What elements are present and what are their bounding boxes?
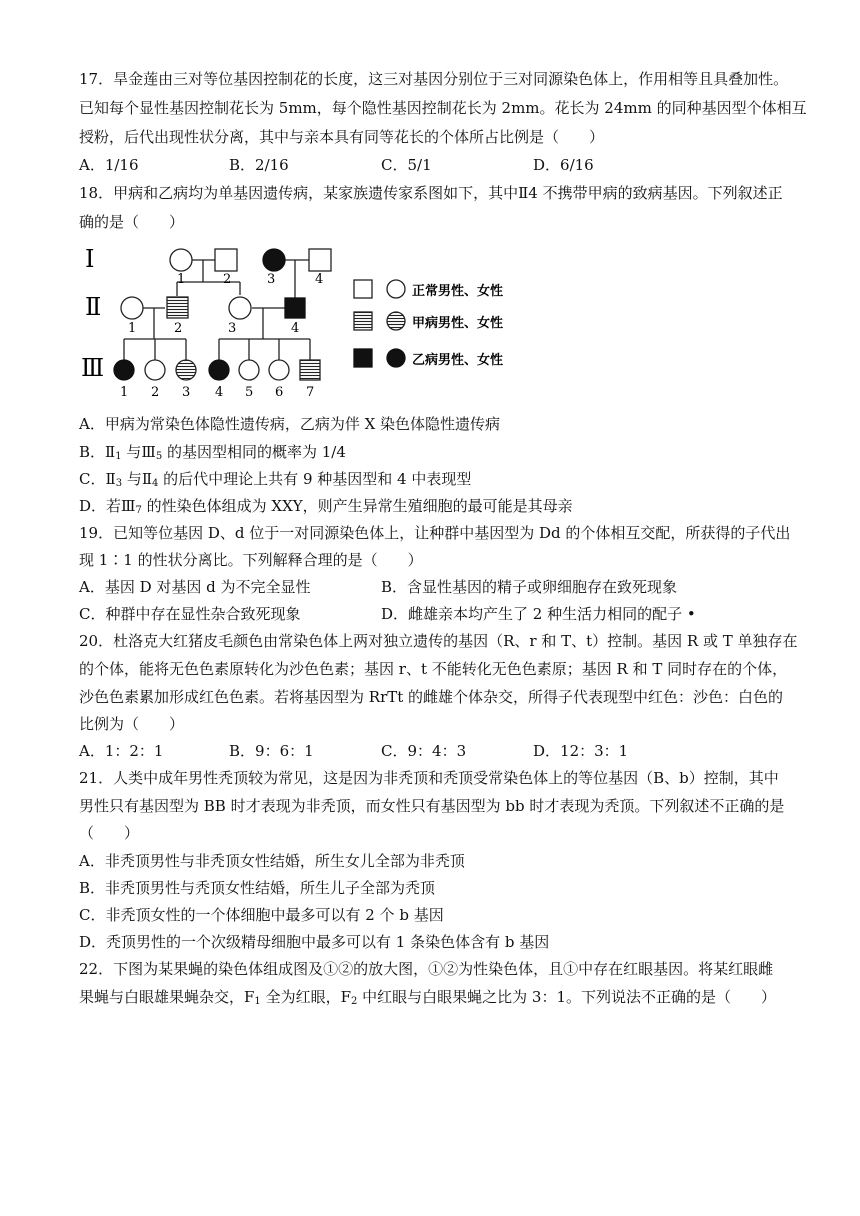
q17-option-b[interactable]: B．2/16 xyxy=(229,156,289,174)
label-II-1: 1 xyxy=(128,321,137,336)
individual-II-2 xyxy=(167,297,188,318)
label-III-2: 2 xyxy=(151,385,160,400)
q21-option-d[interactable]: D．秃顶男性的一个次级精母细胞中最多可以有 1 条染色体含有 b 基因 xyxy=(79,933,550,951)
q17-option-a[interactable]: A．1/16 xyxy=(79,156,139,174)
individual-II-1 xyxy=(121,297,143,319)
individual-III-1 xyxy=(114,360,134,380)
q22-stem-line1: 22．下图为某果蝇的染色体组成图及①②的放大图，①②为性染色体，且①中存在红眼基因。将某红眼雌 xyxy=(79,960,774,978)
q20-stem-line1: 20．杜洛克大红猪皮毛颜色由常染色体上两对独立遗传的基因（R、r 和 T、t）控制。基因 R 或 T 单独存在 xyxy=(79,632,798,650)
q21-option-c[interactable]: C．非秃顶女性的一个体细胞中最多可以有 2 个 b 基因 xyxy=(79,906,444,924)
q17-option-c[interactable]: C．5/1 xyxy=(381,156,432,174)
legend-disease-a-male-icon xyxy=(354,312,372,330)
q17-stem-line1: 17．旱金莲由三对等位基因控制花的长度，这三对基因分别位于三对同源染色体上，作用相等且具叠加性。 xyxy=(79,70,789,88)
individual-III-3 xyxy=(176,360,196,380)
label-I-3: 3 xyxy=(267,272,276,287)
q22-stem-line2: 果蝇与白眼雄果蝇杂交，$F_1$ 全为红眼，$F_2$ 中红眼与白眼果蝇之比为 3：1。下列说法不正确的是（ ） xyxy=(79,988,776,1007)
q18-stem-line2: 确的是（ ） xyxy=(79,213,185,231)
q20-stem-line3: 沙色色素累加形成红色色素。若将基因型为 RrTt 的雌雄个体杂交，所得子代表现型中红色：沙色：白色的 xyxy=(79,688,784,706)
legend-disease-a-label: 甲病男性、女性 xyxy=(412,316,504,331)
legend-normal-female-icon xyxy=(387,280,405,298)
q19-option-d[interactable]: D．雌雄亲本均产生了 2 种生活力相同的配子 • xyxy=(381,605,696,623)
q20-option-c[interactable]: C．9：4：3 xyxy=(381,742,467,760)
label-III-1: 1 xyxy=(120,385,129,400)
label-II-3: 3 xyxy=(228,321,237,336)
label-I-2: 2 xyxy=(223,272,232,287)
label-III-3: 3 xyxy=(182,385,191,400)
q18-option-a[interactable]: A．甲病为常染色体隐性遗传病，乙病为伴 X 染色体隐性遗传病 xyxy=(79,415,501,433)
individual-III-2 xyxy=(145,360,165,380)
legend-disease-b-label: 乙病男性、女性 xyxy=(412,353,504,368)
q19-stem-line2: 现 1∶1 的性状分离比。下列解释合理的是（ ） xyxy=(79,551,423,569)
q21-option-b[interactable]: B．非秃顶男性与秃顶女性结婚，所生儿子全部为秃顶 xyxy=(79,879,436,897)
generation-label-1: Ⅰ xyxy=(85,245,95,273)
legend-disease-a-female-icon xyxy=(387,312,405,330)
generation-label-2: Ⅱ xyxy=(85,293,102,321)
individual-I-1 xyxy=(170,249,192,271)
label-III-4: 4 xyxy=(215,385,224,400)
label-III-5: 5 xyxy=(245,385,254,400)
generation-label-3: Ⅲ xyxy=(81,354,105,382)
individual-III-7 xyxy=(300,360,320,380)
label-I-4: 4 xyxy=(315,272,324,287)
pedigree-chart xyxy=(79,236,524,400)
individual-II-4 xyxy=(285,298,305,318)
q21-stem-line3: （ ） xyxy=(79,824,140,842)
legend-normal-male-icon xyxy=(354,280,372,298)
legend-disease-b-female-icon xyxy=(387,349,405,367)
q17-option-d[interactable]: D．6/16 xyxy=(533,156,594,174)
q21-stem-line1: 21．人类中成年男性秃顶较为常见，这是因为非秃顶和秃顶受常染色体上的等位基因（B、b）控制，其中 xyxy=(79,769,779,787)
q19-option-c[interactable]: C．种群中存在显性杂合致死现象 xyxy=(79,605,301,623)
q18-stem-line1: 18．甲病和乙病均为单基因遗传病，某家族遗传家系图如下，其中Ⅱ4 不携带甲病的致病基因。下列叙述正 xyxy=(79,184,783,202)
q18-option-b[interactable]: B．$Ⅱ_1$ 与$Ⅲ_5$ 的基因型相同的概率为 1/4 xyxy=(79,443,346,462)
label-I-1: 1 xyxy=(177,272,186,287)
q19-stem-line1: 19．已知等位基因 D、d 位于一对同源染色体上，让种群中基因型为 Dd 的个体相互交配，所获得的子代出 xyxy=(79,524,791,542)
individual-III-4 xyxy=(209,360,229,380)
q20-stem-line4: 比例为（ ） xyxy=(79,715,185,733)
pedigree-gen3-labels xyxy=(79,386,524,406)
q20-option-a[interactable]: A．1：2：1 xyxy=(79,742,164,760)
individual-I-3 xyxy=(263,249,285,271)
label-III-7: 7 xyxy=(306,385,315,400)
legend-normal-label: 正常男性、女性 xyxy=(412,284,504,299)
q18-option-c[interactable]: C．$Ⅱ_3$ 与$Ⅱ_4$ 的后代中理论上共有 9 种基因型和 4 中表现型 xyxy=(79,470,472,489)
q20-option-b[interactable]: B．9：6：1 xyxy=(229,742,314,760)
q20-stem-line2: 的个体，能将无色色素原转化为沙色色素；基因 r、t 不能转化无色色素原；基因 R 和 T 同时存在的个体， xyxy=(79,660,788,678)
q19-option-a[interactable]: A．基因 D 对基因 d 为不完全显性 xyxy=(79,578,311,596)
legend-disease-b-male-icon xyxy=(354,349,372,367)
individual-II-3 xyxy=(229,297,251,319)
label-III-6: 6 xyxy=(275,385,284,400)
individual-I-2 xyxy=(215,249,237,271)
individual-III-5 xyxy=(239,360,259,380)
q18-option-d[interactable]: D．若$Ⅲ_7$ 的性染色体组成为 XXY，则产生异常生殖细胞的最可能是其母亲 xyxy=(79,497,573,516)
individual-I-4 xyxy=(309,249,331,271)
q21-stem-line2: 男性只有基因型为 BB 时才表现为非秃顶，而女性只有基因型为 bb 时才表现为秃顶。下列叙述不正确的是 xyxy=(79,797,785,815)
q21-option-a[interactable]: A．非秃顶男性与非秃顶女性结婚，所生女儿全部为非秃顶 xyxy=(79,852,465,870)
q20-option-d[interactable]: D．12：3：1 xyxy=(533,742,629,760)
q17-stem-line2: 已知每个显性基因控制花长为 5mm，每个隐性基因控制花长为 2mm。花长为 24mm 的同种基因型个体相互 xyxy=(79,99,807,117)
label-II-2: 2 xyxy=(174,321,183,336)
individual-III-6 xyxy=(269,360,289,380)
q17-stem-line3: 授粉，后代出现性状分离，其中与亲本具有同等花长的个体所占比例是（ ） xyxy=(79,128,605,146)
label-II-4: 4 xyxy=(291,321,300,336)
q19-option-b[interactable]: B．含显性基因的精子或卵细胞存在致死现象 xyxy=(381,578,678,596)
